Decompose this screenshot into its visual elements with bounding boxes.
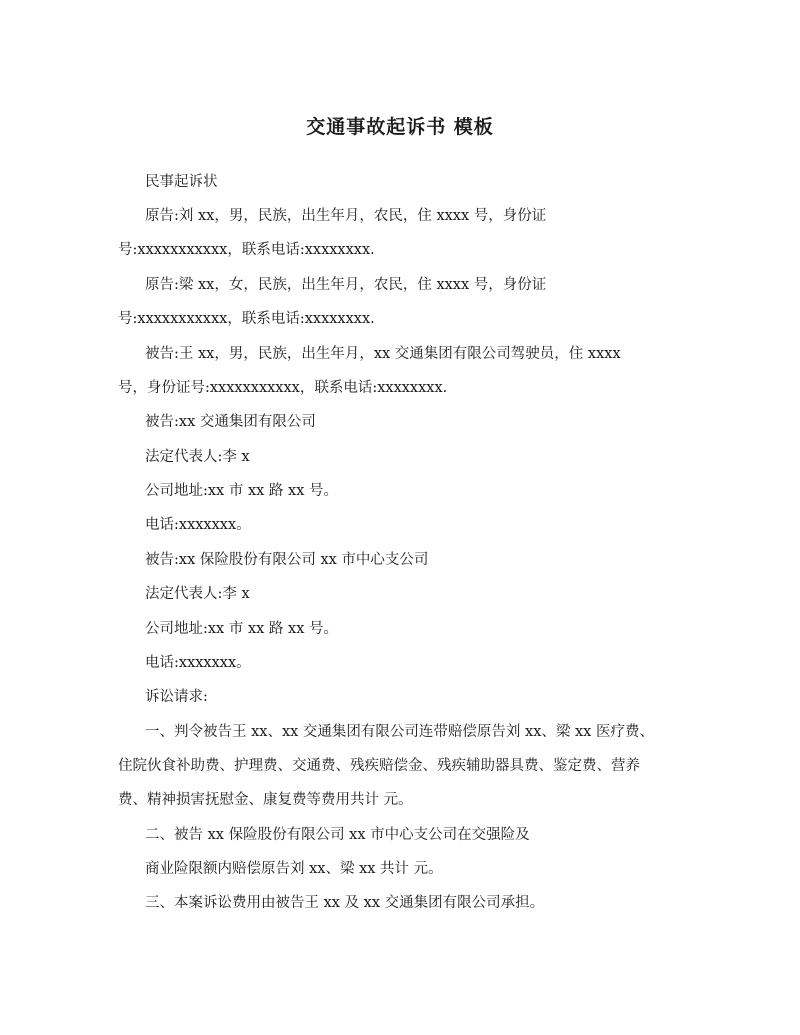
document-title: 交通事故起诉书 模板 [306, 116, 494, 138]
plaintiff-2-line-2: 号:xxxxxxxxxxx，联系电话:xxxxxxxx. [118, 311, 375, 327]
claim-1-line-3: 费、精神损害抚慰金、康复费等费用共计 元。 [118, 792, 413, 808]
document-heading: 民事起诉状 [145, 174, 218, 190]
plaintiff-2-line-1: 原告:梁 xx，女，民族，出生年月，农民，住 xxxx 号，身份证 [145, 277, 547, 293]
defendant-2-representative: 法定代表人:李 x [145, 449, 250, 465]
defendant-3-address: 公司地址:xx 市 xx 路 xx 号。 [145, 621, 338, 637]
claim-3-line-1: 三、本案诉讼费用由被告王 xx 及 xx 交通集团有限公司承担。 [145, 895, 545, 911]
plaintiff-1-line-1: 原告:刘 xx，男，民族，出生年月，农民，住 xxxx 号，身份证 [145, 208, 547, 224]
claim-1-line-2: 住院伙食补助费、护理费、交通费、残疾赔偿金、残疾辅助器具费、鉴定费、营养 [118, 758, 640, 774]
defendant-2-phone: 电话:xxxxxxx。 [145, 517, 251, 533]
defendant-3-phone: 电话:xxxxxxx。 [145, 655, 251, 671]
defendant-1-line-2: 号，身份证号:xxxxxxxxxxx，联系电话:xxxxxxxx. [118, 380, 448, 396]
claims-heading: 诉讼请求: [145, 689, 208, 705]
plaintiff-1-line-2: 号:xxxxxxxxxxx，联系电话:xxxxxxxx. [118, 242, 375, 258]
defendant-2-name: 被告:xx 交通集团有限公司 [145, 414, 316, 430]
claim-1-line-1: 一、判令被告王 xx、xx 交通集团有限公司连带赔偿原告刘 xx、梁 xx 医疗费、 [145, 724, 654, 740]
defendant-3-name: 被告:xx 保险股份有限公司 xx 市中心支公司 [145, 552, 429, 568]
claim-2-line-2: 商业险限额内赔偿原告刘 xx、梁 xx 共计 元。 [145, 861, 443, 877]
claim-2-line-1: 二、被告 xx 保险股份有限公司 xx 市中心支公司在交强险及 [145, 827, 530, 843]
defendant-1-line-1: 被告:王 xx，男，民族，出生年月，xx 交通集团有限公司驾驶员，住 xxxx [145, 346, 621, 362]
defendant-3-representative: 法定代表人:李 x [145, 586, 250, 602]
defendant-2-address: 公司地址:xx 市 xx 路 xx 号。 [145, 483, 338, 499]
